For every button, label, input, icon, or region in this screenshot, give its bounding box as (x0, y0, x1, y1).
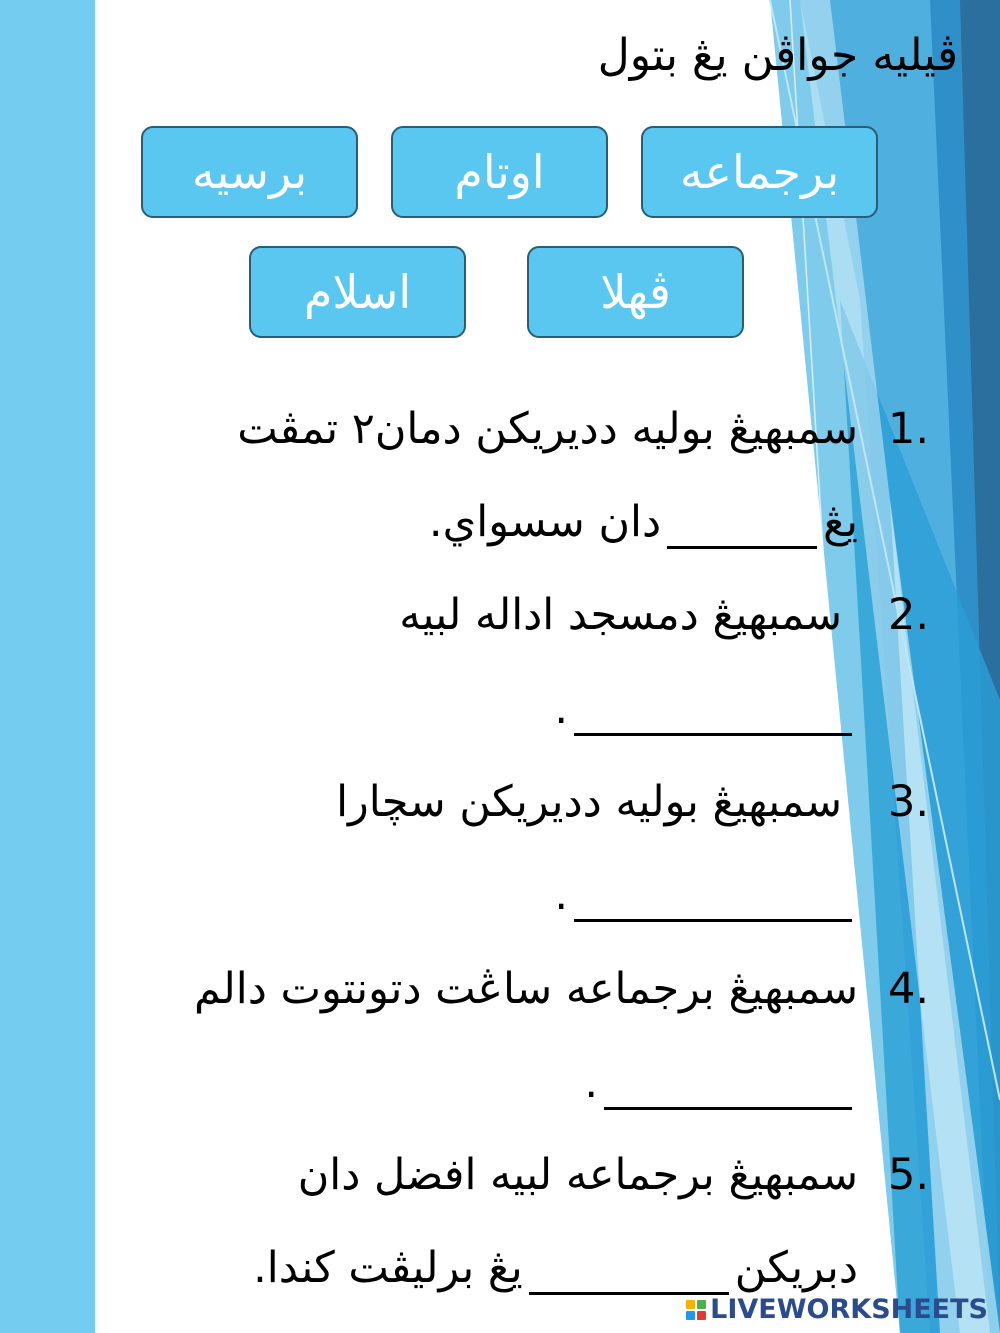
question-3-text: سمبهيڠ بوليه دديريکن سچارا (336, 777, 842, 827)
question-1-blank-input[interactable] (667, 508, 817, 549)
word-option-pahala[interactable]: ڤهلا (527, 246, 744, 338)
question-4-line2 (584, 1058, 858, 1110)
word-option-bersih[interactable]: برسيه (141, 126, 358, 218)
question-5-after-blank: يڠ برليڤت کندا. (253, 1243, 523, 1293)
question-4-number: 4. (888, 964, 930, 1014)
question-4-text: سمبهيڠ برجماعه ساڠت دتونتوت دالم (194, 964, 858, 1014)
question-3-line2 (554, 870, 858, 922)
question-2-number: 2. (888, 590, 930, 640)
question-1-text: سمبهيڠ بوليه دديريکن دمان٢ تمڤت (237, 404, 858, 454)
question-4-after-blank: . (584, 1058, 598, 1108)
question-3-after-blank: . (554, 870, 568, 920)
word-option-utama[interactable]: اوتام (391, 126, 608, 218)
question-2-text: سمبهيڠ دمسجد اداله لبيه (399, 590, 842, 640)
question-2-blank-input[interactable] (574, 695, 852, 736)
question-1-after-blank: دان سسواي. (428, 497, 662, 547)
question-1-line2 (429, 497, 858, 549)
liveworksheets-logo-text: LIVEWORKSHEETS (710, 1294, 988, 1325)
liveworksheets-logo[interactable] (686, 1294, 988, 1325)
question-4-blank-input[interactable] (604, 1069, 852, 1110)
question-1-before-blank: يڠ (823, 497, 858, 547)
page-title: ڤيليه جواڤن يڠ بتول (597, 30, 958, 81)
question-5-before-blank: دبريکن (734, 1243, 858, 1293)
question-5-blank-input[interactable] (529, 1254, 729, 1295)
question-2-line2 (554, 684, 858, 736)
liveworksheets-logo-icon (686, 1300, 706, 1320)
question-5-number: 5. (888, 1150, 930, 1200)
question-5-line2 (253, 1243, 858, 1295)
question-3-number: 3. (888, 777, 930, 827)
question-1-number: 1. (888, 404, 930, 454)
question-3-blank-input[interactable] (574, 881, 852, 922)
word-option-berjamaah[interactable]: برجماعه (641, 126, 878, 218)
question-5-text: سمبهيڠ برجماعه لبيه افضل دان (297, 1150, 858, 1200)
question-2-after-blank: . (554, 684, 568, 734)
word-option-islam[interactable]: اسلام (249, 246, 466, 338)
